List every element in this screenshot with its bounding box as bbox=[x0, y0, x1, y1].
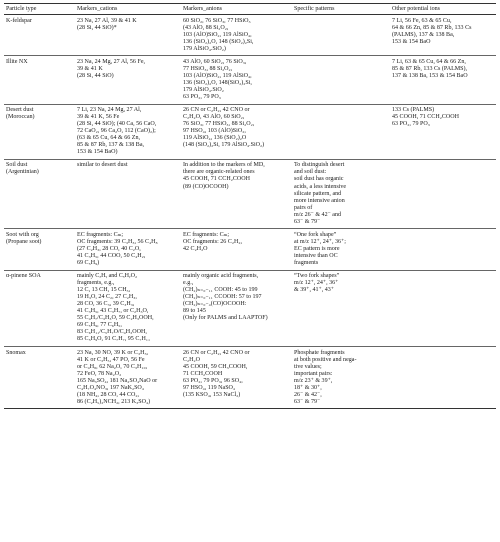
cell-text-line: 23 Na, 24 Mg, 27 Al, 56 Fe, bbox=[77, 58, 146, 65]
cell-text-line: 41 C₃H₅, 43 C₃H₇, or C₂H₃O, bbox=[77, 308, 149, 315]
cell-text-line: 63⁻ & 79⁻ bbox=[294, 218, 321, 225]
cell-text-line: at both positive and nega- bbox=[294, 356, 357, 363]
cell-text-line: and soil dust: bbox=[294, 169, 327, 176]
cell-text-line: 85 & 87 Rb, 137 & 138 Ba, bbox=[77, 142, 145, 149]
cell-text-line: 18⁺ & 30⁺, bbox=[294, 384, 322, 391]
cell-text-line: 85 C₅H₉O, 91 C₇H₇, 95 C₇H₁₁ bbox=[77, 336, 151, 343]
cation-markers-cell bbox=[75, 15, 181, 56]
cell-text-line: 153 & 154 BaO bbox=[392, 38, 431, 45]
cell-text-line: 60 SiO₂, 76 SiO₃, 77 HSiO₃ bbox=[183, 17, 251, 24]
specific-patterns-cell bbox=[292, 56, 390, 104]
cell-text-line: 136 (SiO₂)₂O, 148 (SiO₂)₂Si, bbox=[183, 38, 254, 45]
cell-text-line: Desert dust bbox=[6, 107, 34, 114]
table-row bbox=[4, 159, 496, 228]
cell-text-line: (27 C₂H₃, 28 CO, 40 C₂O, bbox=[77, 245, 141, 252]
cell-text-line: (Propane soot) bbox=[6, 238, 42, 245]
cell-text-line: m/z 12⁺, 24⁺, 36⁺ bbox=[294, 280, 339, 287]
cell-text-line: 97 HSO₄, 119 NaSO₄ bbox=[183, 384, 236, 391]
cell-text-line: 45 COOH, 59 CH₃COOH, bbox=[183, 363, 248, 370]
header-markers-cations: Markers_cations bbox=[77, 5, 118, 12]
cell-text-line: 103 (AlO)SiO₂, 119 AlSiO₄, bbox=[183, 72, 252, 79]
cell-text-line: 39 & 41 K bbox=[77, 65, 103, 72]
cell-text-line: (63 & 65 Cu, 64 & 66 Zn, bbox=[77, 135, 140, 142]
particle-type-cell bbox=[4, 270, 75, 346]
header-particle-type: Particle type bbox=[6, 5, 37, 12]
cell-text-line: EC pattern is more bbox=[294, 245, 340, 252]
header-markers-anions: Markers_anions bbox=[183, 5, 222, 12]
cell-text-line: & 39⁺, 41⁺, 43⁺ bbox=[294, 287, 334, 294]
cell-text-line: (28 Si, 44 SiO)* bbox=[77, 24, 117, 31]
table-row bbox=[4, 270, 496, 346]
other-ions-cell bbox=[390, 104, 496, 159]
table-header-row bbox=[4, 4, 496, 15]
cell-text-line: K-feldspar bbox=[6, 17, 32, 24]
cell-text-line: Phosphate fragments bbox=[294, 349, 345, 356]
cell-text-line: 39 & 41 K, 56 Fe bbox=[77, 114, 120, 121]
cell-text-line: 41 K or C₃H₅, 47 PO, 56 Fe bbox=[77, 356, 145, 363]
cell-text-line: (28 Si, 44 SiO) bbox=[77, 72, 114, 79]
cell-text-line: 103 (AlO)SiO₂, 119 AlSiO₄, bbox=[183, 31, 252, 38]
cell-text-line: 12 C, 13 CH, 15 CH₃, bbox=[77, 287, 131, 294]
cell-text-line: 28 CO, 36 C₃, 39 C₃H₃, bbox=[77, 301, 135, 308]
cell-text-line: C₂H₂O, 43 AlO, 60 SiO₂, bbox=[183, 114, 245, 121]
cell-text-line: important pairs: bbox=[294, 370, 333, 377]
cell-text-line: (CH₂)ₙ₌₀₋₁₁ COOH: 45 to 199 bbox=[183, 287, 258, 294]
cell-text-line: 72 FeO, 78 Na₂O₂ bbox=[77, 370, 122, 377]
table-row bbox=[4, 56, 496, 104]
particle-type-cell bbox=[4, 159, 75, 228]
cell-text-line: 19 H₃O, 24 C₂, 27 C₂H₃, bbox=[77, 294, 137, 301]
cell-text-line: m/z 26⁻ & 42⁻ and bbox=[294, 211, 342, 218]
cell-text-line: 41 C₃H₅, 44 COO, 50 C₄H₂, bbox=[77, 252, 146, 259]
cell-text-line: there are organic-related ones bbox=[183, 169, 255, 176]
cell-text-line: 7 Li, 56 Fe, 63 & 65 Cu, bbox=[392, 17, 452, 24]
cation-markers-cell bbox=[75, 347, 181, 409]
cell-text-line: 55 C₄H₇/C₃H₃O, 59 C₂H₃OOH, bbox=[77, 315, 154, 322]
cell-text-line: 23 Na, 30 NO, 39 K or C₃H₃, bbox=[77, 349, 149, 356]
cell-text-line: 89 to 145 bbox=[183, 308, 206, 315]
cell-text-line: (148 (SiO₂)₂Si, 179 AlSiO₄.SiO₂) bbox=[183, 142, 265, 149]
cell-text-line: 76 SiO₃, 77 HSiO₃, 88 Si₂O₂, bbox=[183, 121, 255, 128]
cell-text-line: Soot with org bbox=[6, 231, 39, 238]
cell-text-line: “Two fork shapes” bbox=[294, 273, 340, 280]
cell-text-line: C₄H₇O₄NO₃, 197 NaK₂SO₄ bbox=[77, 384, 144, 391]
cell-text-line: e.g., bbox=[183, 280, 194, 287]
cell-text-line: 69 C₅H₉) bbox=[77, 260, 100, 266]
specific-patterns-cell bbox=[292, 15, 390, 56]
specific-patterns-cell bbox=[292, 270, 390, 346]
cell-text-line: 71 CCH₂COOH bbox=[183, 370, 223, 377]
specific-patterns-cell bbox=[292, 159, 390, 228]
cell-text-line: 43 AlO, 60 SiO₂, 76 SiO₃, bbox=[183, 58, 247, 65]
cell-text-line: (Moroccan) bbox=[6, 114, 35, 121]
cell-text-line: C₂H₂O bbox=[183, 356, 200, 363]
cell-text-line: silicate pattern, and bbox=[294, 190, 342, 197]
other-ions-cell bbox=[390, 15, 496, 56]
cell-text-line: Snomax bbox=[6, 349, 26, 356]
cation-markers-cell bbox=[75, 104, 181, 159]
cell-text-line: EC fragments: Cₘ; bbox=[77, 231, 124, 238]
cell-text-line: 23 Na, 27 Al, 39 & 41 K bbox=[77, 17, 137, 24]
cell-text-line: fragments bbox=[294, 260, 319, 266]
anion-markers-cell bbox=[181, 56, 292, 104]
table-row bbox=[4, 15, 496, 56]
cell-text-line: 63⁻ & 79⁻ bbox=[294, 398, 321, 405]
cell-text-line: (28 Si, 44 SiO); (40 Ca, 56 CaO, bbox=[77, 121, 157, 128]
cell-text-line: 26 CN or C₂H₂, 42 CNO or bbox=[183, 349, 250, 356]
cell-text-line: 83 C₆H₁₁/C₅H₇O/C₄H₃OOH, bbox=[77, 329, 147, 336]
cell-text-line: OC fragments: 26 C₂H₂, bbox=[183, 238, 242, 245]
cation-markers-cell bbox=[75, 270, 181, 346]
cell-text-line: mainly CₓHᵧ and CₓHᵧO₂ bbox=[77, 273, 138, 280]
other-ions-cell bbox=[390, 270, 496, 346]
specific-patterns-cell bbox=[292, 347, 390, 409]
cell-text-line: “One fork shape” bbox=[294, 231, 337, 238]
particle-type-cell bbox=[4, 347, 75, 409]
particle-markers-table bbox=[4, 3, 496, 409]
cell-text-line: 7 Li, 23 Na, 24 Mg, 27 Al, bbox=[77, 107, 142, 114]
anion-markers-cell bbox=[181, 159, 292, 228]
cell-text-line: 136 (SiO₂)₂O, 148(SiO₂)₂Si, bbox=[183, 79, 252, 86]
cell-text-line: acids, a less intensive bbox=[294, 183, 347, 190]
anion-markers-cell bbox=[181, 229, 292, 270]
cell-text-line: tive values; bbox=[294, 363, 322, 370]
particle-type-cell bbox=[4, 104, 75, 159]
table-body bbox=[4, 15, 496, 409]
cell-text-line: 165 Na₃SO₄, 181 Na₂SO₄NaO or bbox=[77, 377, 158, 384]
cell-text-line: 86 (C₂H₅)₂NCH₂, 213 K₃SO₄) bbox=[77, 398, 151, 405]
other-ions-cell bbox=[390, 347, 496, 409]
cell-text-line: α-pinene SOA bbox=[6, 273, 41, 280]
table-row bbox=[4, 347, 496, 409]
specific-patterns-cell bbox=[292, 229, 390, 270]
cell-text-line: soil dust has organic bbox=[294, 176, 344, 183]
cation-markers-cell bbox=[75, 56, 181, 104]
cell-text-line: (43 AlO, 88 Si₂O₂, bbox=[183, 24, 229, 31]
other-ions-cell bbox=[390, 229, 496, 270]
cell-text-line: 133 Cs (PALMS) bbox=[392, 107, 435, 114]
cell-text-line: 7 Li, 63 & 65 Cu, 64 & 66 Zn, bbox=[392, 58, 466, 65]
cell-text-line: (Only for PALMS and LAAPTOF) bbox=[183, 315, 268, 322]
particle-type-cell bbox=[4, 15, 75, 56]
cation-markers-cell bbox=[75, 159, 181, 228]
cell-text-line: 72 CaO₂, 96 Ca₂O, 112 (CaO)₂); bbox=[77, 128, 156, 135]
cell-text-line: pairs of bbox=[294, 204, 313, 211]
cell-text-line: 26 CN or C₂H₂, 42 CNO or bbox=[183, 107, 250, 114]
cell-text-line: (18 NH₄, 28 CO, 44 CO₂, bbox=[77, 391, 139, 398]
cell-text-line: 63 PO₂, 79 PO₃, 96 SO₄, bbox=[183, 377, 243, 384]
cell-text-line: 179 AlSiO₄.SiO₂ bbox=[183, 86, 224, 93]
anion-markers-cell bbox=[181, 347, 292, 409]
cell-text-line: 77 HSiO₃, 88 Si₂O₂, bbox=[183, 65, 233, 72]
anion-markers-cell bbox=[181, 15, 292, 56]
cell-text-line: Illite NX bbox=[6, 58, 28, 65]
cell-text-line: Soil dust bbox=[6, 162, 28, 169]
anion-markers-cell bbox=[181, 104, 292, 159]
cell-text-line: 97 HSO₄, 103 (AlO)SiO₂, bbox=[183, 128, 246, 135]
cell-text-line: 45 COOH, 71 CCH₂COOH bbox=[392, 114, 459, 121]
cell-text-line: 26⁻ & 42⁻, bbox=[294, 391, 322, 398]
table-row bbox=[4, 104, 496, 159]
cell-text-line: (89 (CO)OCOOH) bbox=[183, 183, 229, 190]
cell-text-line: 153 & 154 BaO) bbox=[77, 149, 118, 156]
cell-text-line: (PALMS), 137 & 138 Ba, bbox=[392, 31, 455, 38]
cell-text-line: In addition to the markers of MD, bbox=[183, 162, 265, 169]
particle-type-cell bbox=[4, 56, 75, 104]
cell-text-line: 85 & 87 Rb, 133 Cs (PALMS), bbox=[392, 65, 468, 72]
cell-text-line: (CH₂)ₙ₌₀₋₁₁ CCOOH: 57 to 197 bbox=[183, 294, 262, 301]
cell-text-line: 45 COOH, 71 CCH₂COOH bbox=[183, 176, 250, 183]
cell-text-line: 42 C₂H₂O bbox=[183, 245, 208, 252]
cell-text-line: (135 KSO₄, 153 NaCl₂) bbox=[183, 391, 241, 398]
cell-text-line: more intensive anion bbox=[294, 197, 345, 204]
cell-text-line: similar to desert dust bbox=[77, 162, 128, 169]
cell-text-line: fragments, e.g., bbox=[77, 280, 115, 287]
cell-text-line: (Argentinian) bbox=[6, 169, 39, 176]
particle-type-cell bbox=[4, 229, 75, 270]
header-specific-patterns: Specific patterns bbox=[294, 5, 335, 12]
other-ions-cell bbox=[390, 159, 496, 228]
cell-text-line: To distinguish desert bbox=[294, 162, 345, 169]
cell-text-line: OC fragments: 39 C₃H₃, 56 C₄H₈ bbox=[77, 238, 158, 245]
cell-text-line: 179 AlSiO₄.SiO₂) bbox=[183, 45, 226, 52]
specific-patterns-cell bbox=[292, 104, 390, 159]
cell-text-line: 69 C₅H₉, 77 C₆H₅, bbox=[77, 322, 122, 329]
cell-text-line: m/z 23⁺ & 39⁺, bbox=[294, 377, 333, 384]
table-row bbox=[4, 229, 496, 270]
cell-text-line: at m/z 12⁺, 24⁺, 36⁺; bbox=[294, 238, 346, 245]
cell-text-line: 119 AlSiO₄, 136 (SiO₂)₂O bbox=[183, 135, 247, 142]
cell-text-line: mainly organic acid fragments, bbox=[183, 273, 259, 280]
cation-markers-cell bbox=[75, 229, 181, 270]
anion-markers-cell bbox=[181, 270, 292, 346]
other-ions-cell bbox=[390, 56, 496, 104]
cell-text-line: 64 & 66 Zn, 85 & 87 Rb, 133 Cs bbox=[392, 24, 472, 31]
cell-text-line: 63 PO₂, 79 PO₃ bbox=[392, 121, 430, 128]
cell-text-line: EC fragments: Cₘ; bbox=[183, 231, 230, 238]
cell-text-line: (CH₂)ₙ₌₀₋₄(CO)OCOOH: bbox=[183, 301, 247, 308]
cell-text-line: 63 PO₂, 79 PO₃ bbox=[183, 94, 221, 101]
cell-text-line: 137 & 138 Ba, 153 & 154 BaO bbox=[392, 72, 468, 79]
header-other-ions: Other potential ions bbox=[392, 5, 441, 12]
cell-text-line: intensive than OC bbox=[294, 252, 338, 259]
cell-text-line: or C₄H₈, 62 Na₂O, 70 C₃H₁₀, bbox=[77, 363, 148, 370]
